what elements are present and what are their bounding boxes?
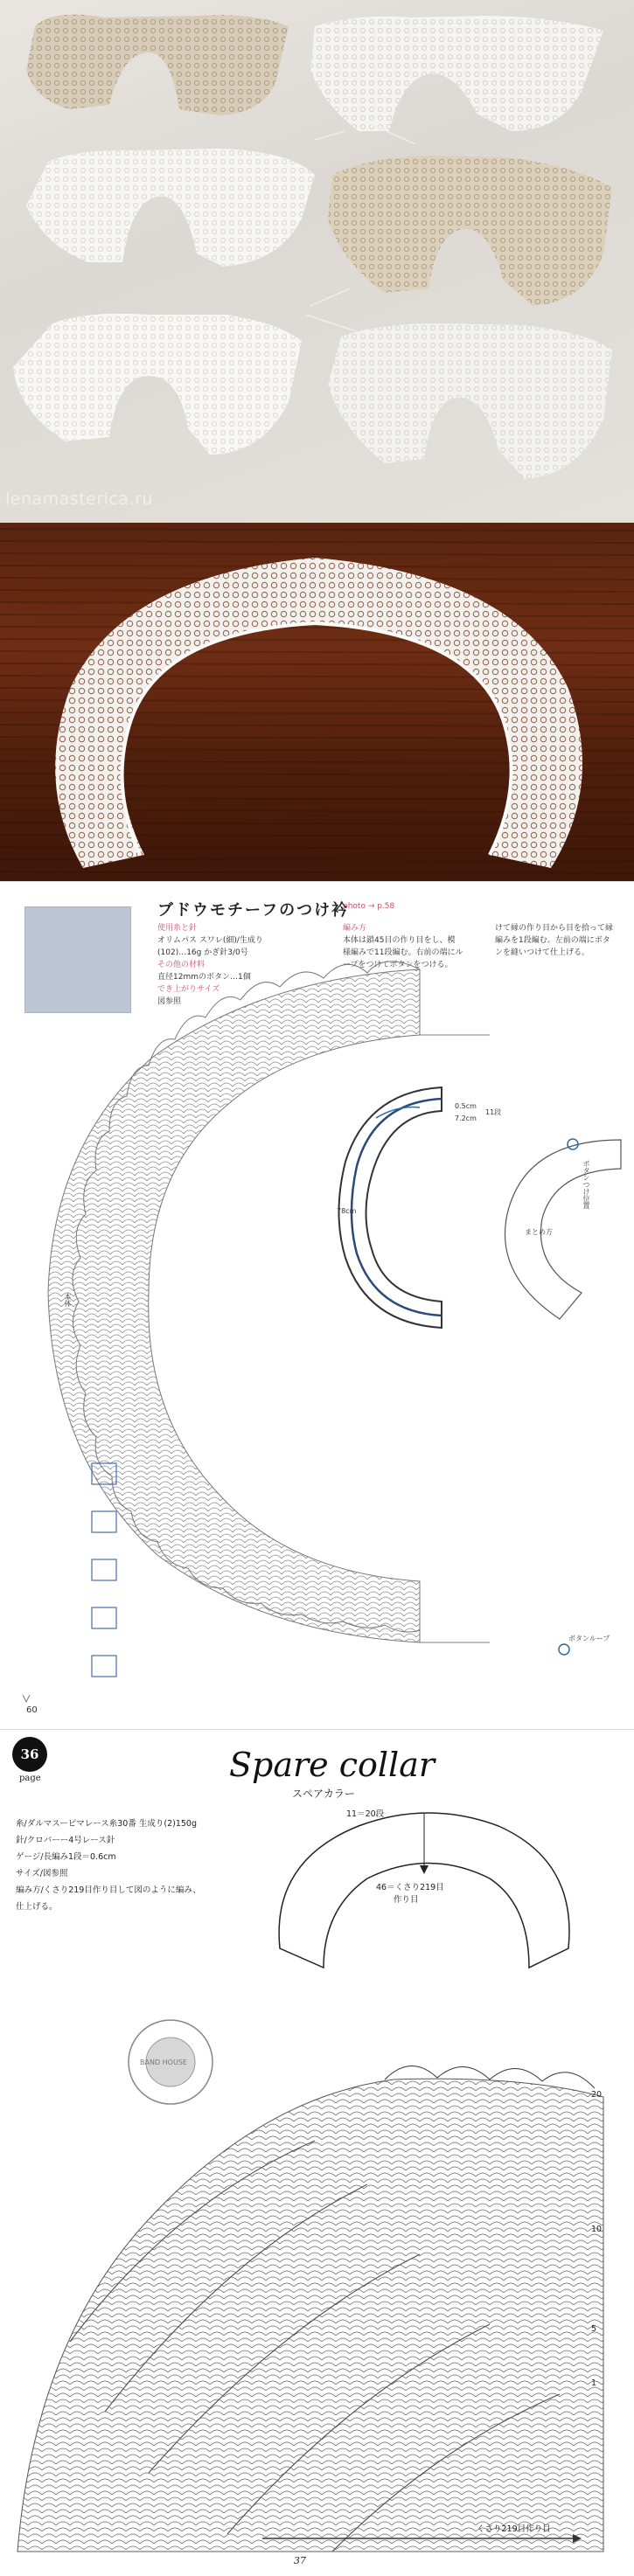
page-number: 60	[26, 1705, 38, 1715]
button-position-label: ボタンつけ位置	[582, 1160, 590, 1209]
spare-collar-subtitle: スペアカラー	[292, 1788, 355, 1800]
pattern-page-spare-collar	[0, 1729, 634, 2576]
finish-label: まとめ方	[525, 1228, 553, 1236]
row-label-1: 1	[591, 2378, 597, 2388]
other-materials-line: 直径12mmのボタン…1個	[157, 973, 251, 982]
schematic-inner-label: 46＝くさり219目	[376, 1883, 444, 1892]
chain-label: くさり219目作り目	[477, 2524, 551, 2534]
footer-page-number: 37	[294, 2555, 306, 2566]
body-label: 本体	[64, 1293, 72, 1307]
other-materials-heading: その他の材料	[157, 961, 206, 969]
spare-collar-diagram	[0, 1730, 634, 2576]
method-line-3: ープをつけてボタンをつける。	[343, 961, 453, 969]
spec-gauge: ゲージ/長編み1段＝0.6cm	[16, 1852, 116, 1862]
method-line-1: 本体は鎖45目の作り目をし、模	[343, 936, 456, 945]
row-label-20: 20	[591, 2090, 603, 2100]
page-badge: 36	[12, 1737, 47, 1772]
photo-lace-collars	[0, 0, 634, 523]
button-loop-label: ボタンループ	[568, 1635, 610, 1642]
spec-yarn: 糸/ダルマスーピマレース糸30番 生成り(2)150g	[16, 1819, 197, 1829]
spec-hook: 針/クロバーー4号レース針	[16, 1836, 115, 1845]
row-label-5: 5	[591, 2324, 597, 2334]
dimension-label-4: 78cm	[337, 1207, 357, 1215]
photo-reference: photo → p.58	[343, 902, 395, 911]
spec-size: サイズ/図参照	[16, 1869, 68, 1878]
pattern-title: ブドウモチーフのつけ衿	[157, 901, 350, 920]
materials-line-2: (102)…16g かぎ針3/0号	[157, 948, 248, 957]
method-heading: 編み方	[343, 924, 367, 933]
schematic-top-label: 11＝20段	[346, 1809, 385, 1819]
schematic-inner-label-2: 作り目	[394, 1895, 419, 1905]
spare-collar-title: Spare collar	[229, 1746, 435, 1784]
dimension-label-2: 7.2cm	[455, 1114, 477, 1122]
spec-method: 編み方/くさり219目作り目して図のように編み、	[16, 1885, 201, 1895]
method-line-2: 様編みで11段編む。右前の端にル	[343, 948, 463, 957]
pattern-page-japanese	[0, 881, 634, 1729]
materials-heading: 使用糸と針	[157, 924, 198, 933]
dimension-label-1: 0.5cm	[455, 1102, 477, 1110]
lace-collars-illustration	[0, 0, 634, 523]
continuation-line-1: けて縁の作り目から目を拾って縁	[495, 924, 614, 933]
row-label-10: 10	[591, 2225, 603, 2234]
white-collar-illustration	[0, 523, 634, 881]
size-heading: でき上がりサイズ	[157, 985, 220, 994]
spec-method-cont: 仕上げる。	[16, 1902, 58, 1912]
dimension-label-3: 11段	[485, 1108, 502, 1116]
size-line: 図参照	[157, 997, 182, 1006]
materials-line-1: オリムパス スワレ(細)/生成り	[157, 936, 263, 945]
watermark-text: lenamasterica.ru	[5, 490, 153, 509]
page-label: page	[19, 1774, 41, 1783]
stamp-text: BAND HOUSE	[140, 2059, 187, 2066]
crochet-chart-diagram	[0, 882, 634, 1729]
photo-white-collar-on-wood	[0, 523, 634, 881]
continuation-line-2: 編みを1段編む。左前の端にボタ	[495, 936, 610, 945]
continuation-line-3: ンを縫いつけて仕上げる。	[495, 948, 590, 957]
